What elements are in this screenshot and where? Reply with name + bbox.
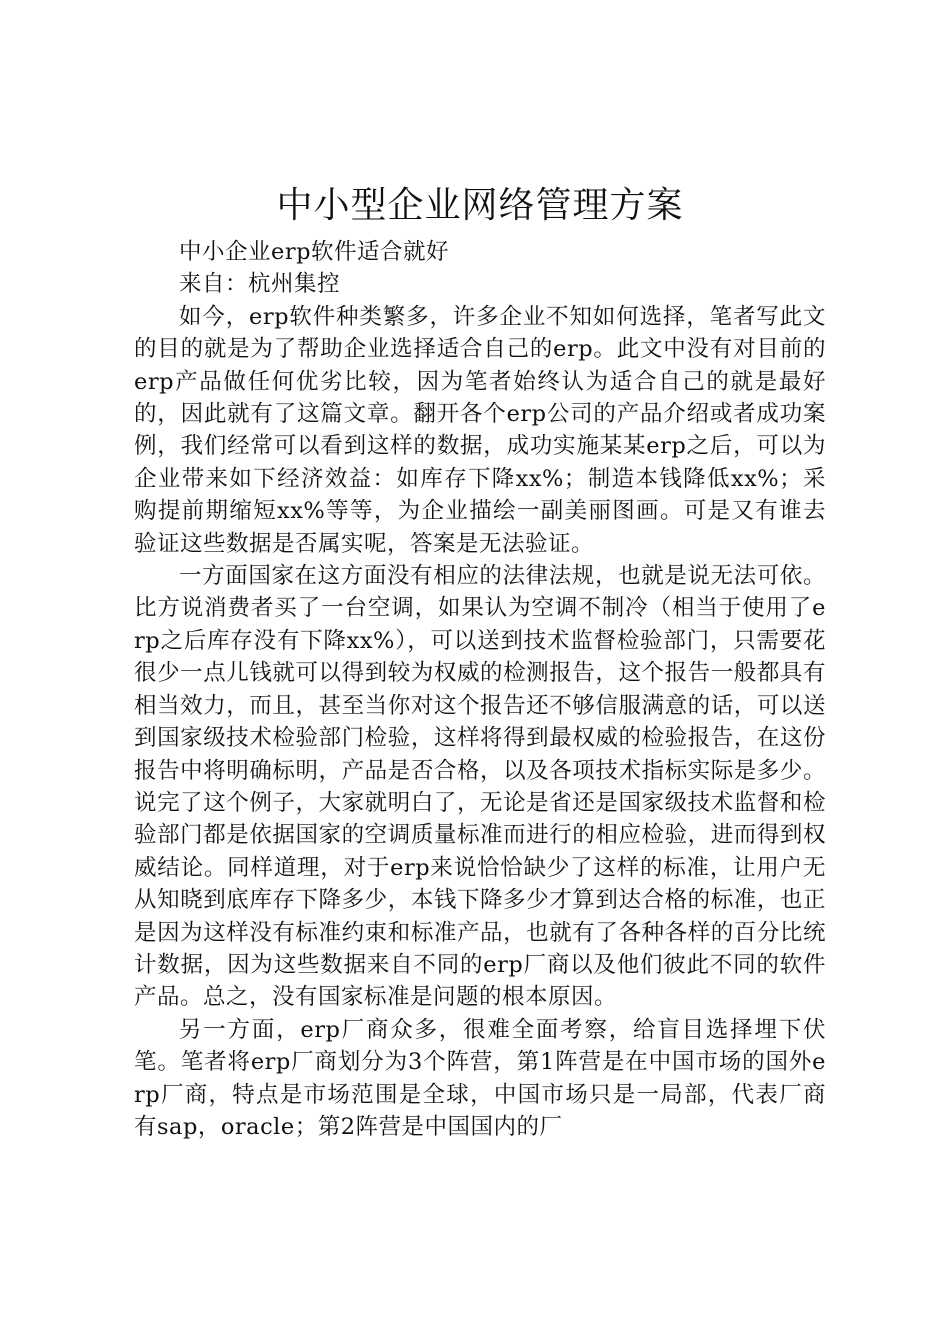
paragraph: 如今，erp软件种类繁多，许多企业不知如何选择，笔者写此文的目的就是为了帮助企业选择适合自己的erp。此文中没有对目前的erp产品做任何优劣比较，因为笔者始终认为适合自己的就是最好的，因此就有了这篇文章。翻开各个erp公司的产品介绍或者成功案例，我们经常可以看到这样的数据，成功实施某某erp之后，可以为企业带来如下经济效益：如库存下降xx%；制造本钱降低xx%；采购提前期缩短xx%等等，为企业描绘一副美丽图画。可是又有谁去验证这些数据是否属实呢，答案是无法验证。 [134,303,826,557]
subtitle-line: 中小企业erp软件适合就好 [179,239,449,265]
paragraph: 一方面国家在这方面没有相应的法律法规，也就是说无法可依。比方说消费者买了一台空调，如果认为空调不制冷（相当于使用了erp之后库存没有下降xx%），可以送到技术监督检验部门，只需要花很少一点儿钱就可以得到较为权威的检测报告，这个报告一般都具有相当效力，而且，甚至当你对这个报告还不够信服满意的话，可以送到国家级技术检验部门检验，这样将得到最权威的检验报告，在这份报告中将明确标明，产品是否合格，以及各项技术指标实际是多少。说完了这个例子，大家就明白了，无论是省还是国家级技术监督和检验部门都是依据国家的空调质量标准而进行的相应检验，进而得到权威结论。同样道理，对于erp来说恰恰缺少了这样的标准，让用户无从知晓到底库存下降多少，本钱下降多少才算到达合格的标准，也正是因为这样没有标准约束和标准产品，也就有了各种各样的百分比统计数据，因为这些数据来自不同的erp厂商以及他们彼此不同的软件产品。总之，没有国家标准是问题的根本原因。 [134,563,826,1011]
document-body [134,178,826,1143]
document-title: 中小型企业网络管理方案 [276,185,684,226]
paragraph: 另一方面，erp厂商众多，很难全面考察，给盲目选择埋下伏笔。笔者将erp厂商划分为3个阵营，第1阵营是在中国市场的国外erp厂商，特点是市场范围是全球，中国市场只是一局部，代表厂商有sap，oracle；第2阵营是中国国内的厂 [134,1016,826,1140]
source-line: 来自：杭州集控 [179,271,341,298]
